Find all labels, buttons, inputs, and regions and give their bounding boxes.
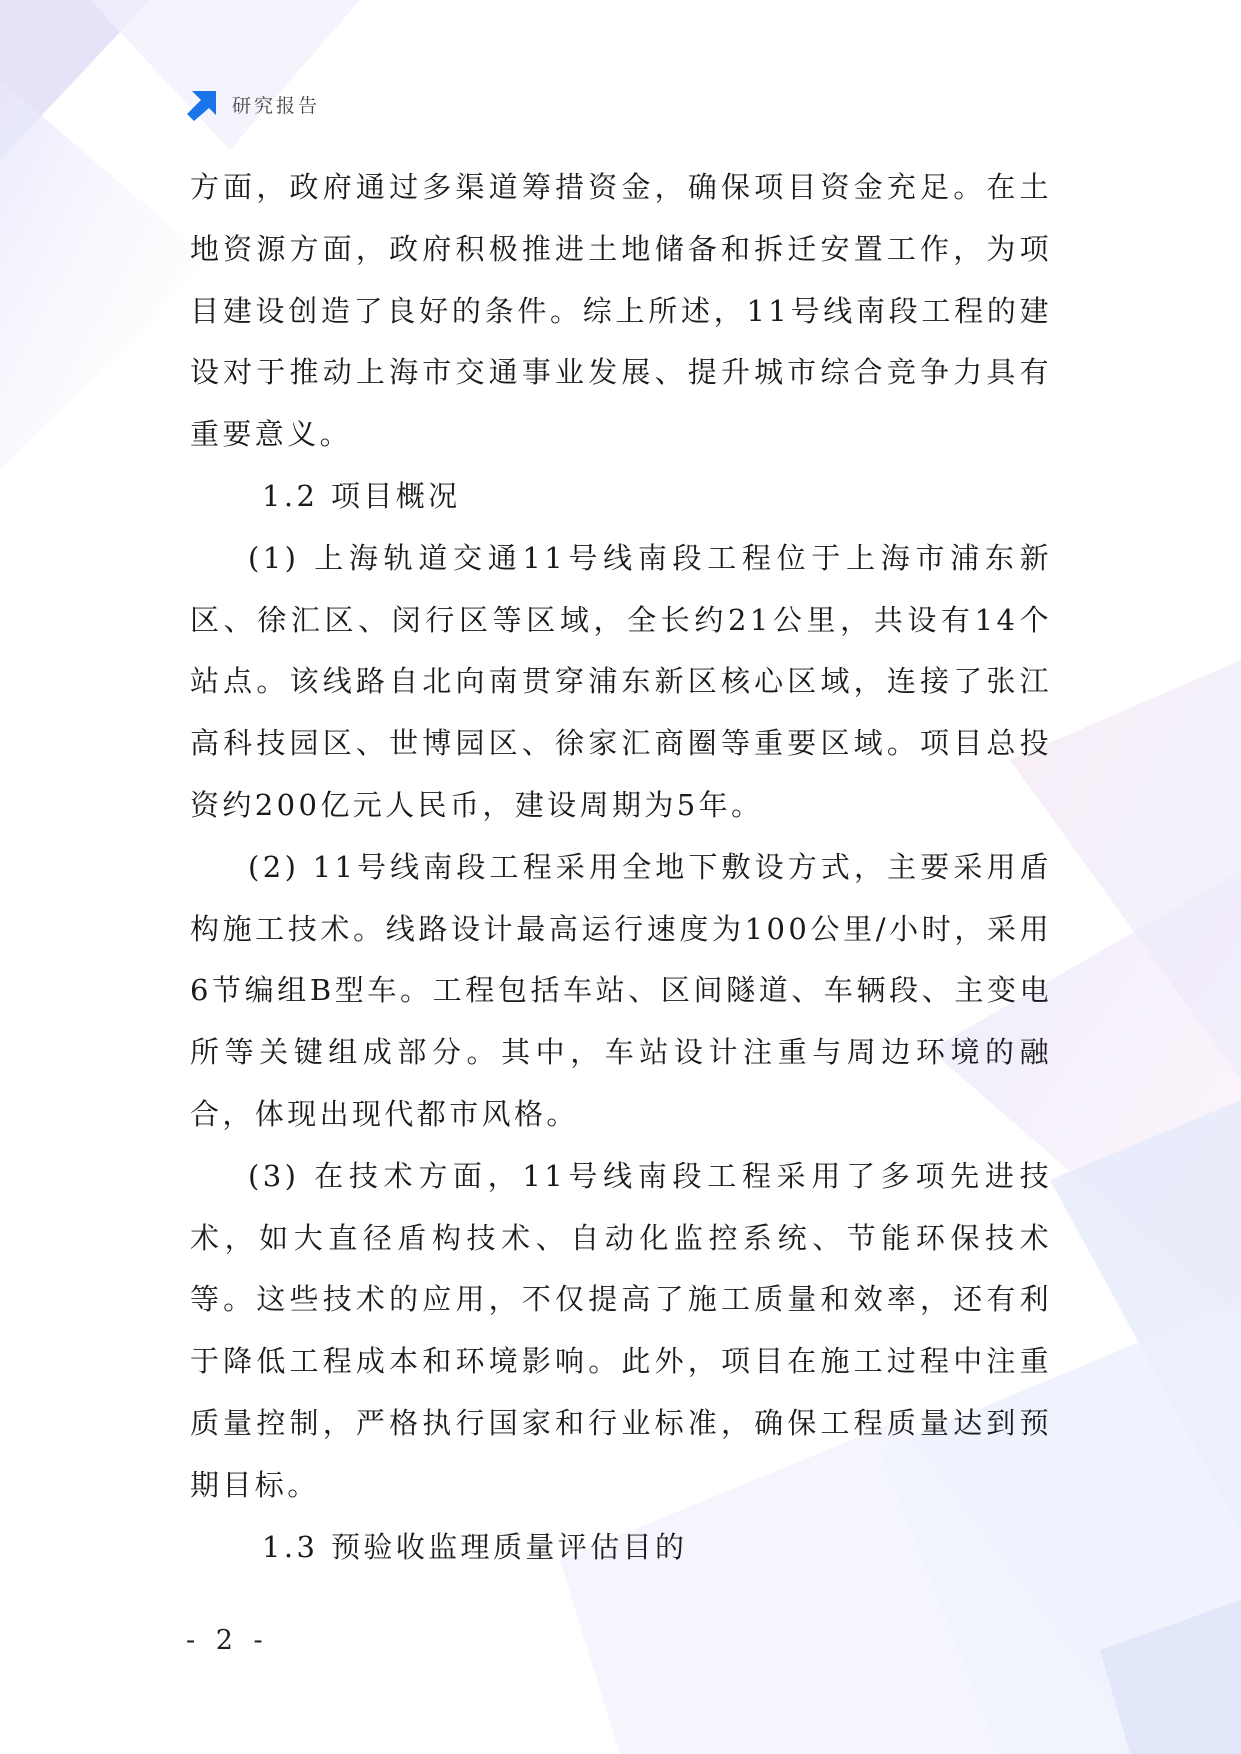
- report-header: [186, 86, 320, 122]
- paragraph: 方面，政府通过多渠道筹措资金，确保项目资金充足。在土地资源方面，政府积极推进土地储备和拆迁安置工作，为项目建设创造了良好的条件。综上所述，11号线南段工程的建设对于推动上海市交通事业发展、提升城市综合竞争力具有重要意义。: [190, 170, 1052, 452]
- page-number: - 2 -: [186, 1625, 269, 1656]
- paragraph: (1) 上海轨道交通11号线南段工程位于上海市浦东新区、徐汇区、闵行区等区域，全长约21公里，共设有14个站点。该线路自北向南贯穿浦东新区核心区域，连接了张江高科技园区、世博园区、徐家汇商圈等重要区域。项目总投资约200亿元人民币，建设周期为5年。: [190, 540, 1052, 822]
- section-heading: 1.2 项目概况: [262, 478, 461, 513]
- paragraph: (2) 11号线南段工程采用全地下敷设方式，主要采用盾构施工技术。线路设计最高运行速度为100公里/小时，采用6节编组B型车。工程包括车站、区间隧道、车辆段、主变电所等关键组成部分。其中，车站设计注重与周边环境的融合，体现出现代都市风格。: [190, 849, 1052, 1131]
- document-body: [190, 157, 1052, 1578]
- paragraph: (3) 在技术方面，11号线南段工程采用了多项先进技术，如大直径盾构技术、自动化监控系统、节能环保技术等。这些技术的应用，不仅提高了施工质量和效率，还有利于降低工程成本和环境影响。此外，项目在施工过程中注重质量控制，严格执行国家和行业标准，确保工程质量达到预期目标。: [190, 1158, 1052, 1502]
- arrow-up-right-icon: [186, 87, 220, 121]
- header-title: 研究报告: [232, 94, 321, 117]
- section-heading: 1.3 预验收监理质量评估目的: [262, 1529, 688, 1564]
